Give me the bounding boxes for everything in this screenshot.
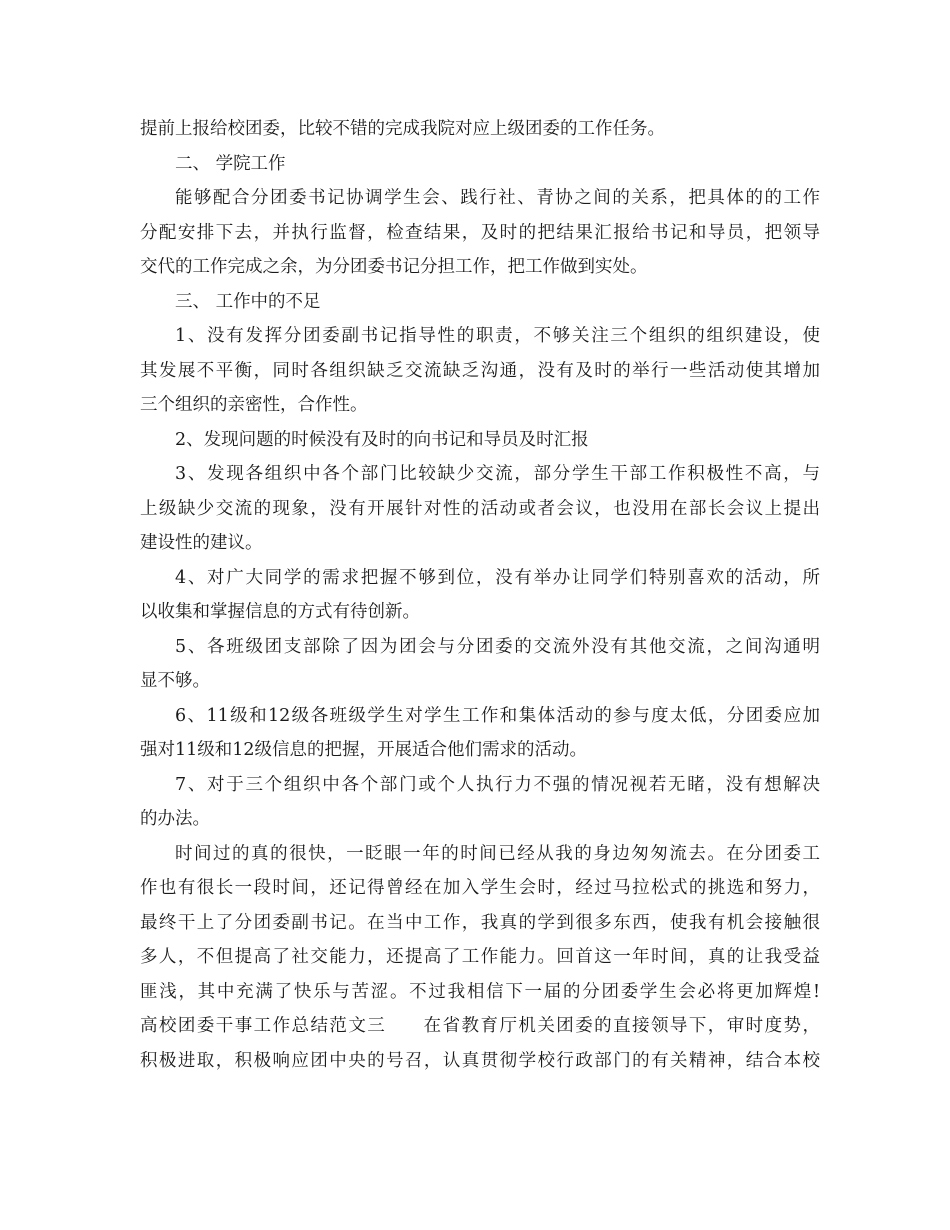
paragraph-line: 作也有很长一段时间，还记得曾经在加入学生会时，经过马拉松式的挑选和努力， <box>140 878 820 898</box>
paragraph-line: 能够配合分团委书记协调学生会、践行社、青协之间的关系，把具体的的工作 <box>175 188 820 208</box>
paragraph-line: 二、 学院工作 <box>175 153 286 174</box>
document-body <box>140 112 820 1078</box>
paragraph-line: 1、没有发挥分团委副书记指导性的职责，不够关注三个组织的组织建设，使 <box>175 326 820 346</box>
paragraph-line: 三个组织的亲密性，合作性。 <box>140 395 368 415</box>
paragraph-line: 6、11级和12级各班级学生对学生工作和集体活动的参与度太低，分团委应加 <box>175 705 820 726</box>
paragraph-line: 4、对广大同学的需求把握不够到位，没有举办让同学们特别喜欢的活动，所 <box>175 567 820 588</box>
heading-line <box>140 1009 820 1044</box>
paragraph-line: 匪浅，其中充满了快乐与苦涩。不过我相信下一届的分团委学生会必将更加辉煌! <box>140 981 820 1002</box>
paragraph-line: 5、各班级团支部除了因为团会与分团委的交流外没有其他交流，之间沟通明 <box>175 636 820 657</box>
paragraph-line: 其发展不平衡，同时各组织缺乏交流缺乏沟通，没有及时的举行一些活动使其增加 <box>140 360 820 381</box>
paragraph-line: 三、 工作中的不足 <box>175 291 321 312</box>
heading-line-rest: 在省教育厅机关团委的直接领导下，审时度势， <box>422 1016 820 1036</box>
paragraph-line: 的办法。 <box>140 809 210 829</box>
paragraph-line: 交代的工作完成之余，为分团委书记分担工作，把工作做到实处。 <box>140 257 648 277</box>
paragraph-line: 以收集和掌握信息的方式有待创新。 <box>140 602 420 622</box>
paragraph-line: 提前上报给校团委，比较不错的完成我院对应上级团委的工作任务。 <box>140 119 665 139</box>
paragraph-line: 多人，不但提高了社交能力，还提高了工作能力。回首这一年时间，真的让我受益 <box>140 947 820 967</box>
paragraph-line: 强对11级和12级信息的把握，开展适合他们需求的活动。 <box>140 740 588 760</box>
paragraph-line: 上级缺少交流的现象，没有开展针对性的活动或者会议，也没用在部长会议上提出 <box>140 498 820 519</box>
section-title: 高校团委干事工作总结范文三 <box>140 1016 387 1036</box>
paragraph-line: 最终干上了分团委副书记。在当中工作，我真的学到很多东西，使我有机会接触很 <box>140 912 820 933</box>
paragraph-line: 显不够。 <box>140 671 210 691</box>
paragraph-line: 7、对于三个组织中各个部门或个人执行力不强的情况视若无睹，没有想解决 <box>175 774 820 795</box>
paragraph-line: 时间过的真的很快，一眨眼一年的时间已经从我的身边匆匆流去。在分团委工 <box>175 843 820 864</box>
paragraph-line: 建设性的建议。 <box>140 533 263 553</box>
paragraph-line: 2、发现问题的时候没有及时的向书记和导员及时汇报 <box>175 429 589 450</box>
paragraph-line: 3、发现各组织中各个部门比较缺少交流，部分学生干部工作积极性不高，与 <box>175 464 820 484</box>
paragraph-line: 积极进取，积极响应团中央的号召，认真贯彻学校行政部门的有关精神，结合本校 <box>140 1050 820 1071</box>
paragraph-line: 分配安排下去，并执行监督，检查结果，及时的把结果汇报给书记和导员，把领导 <box>140 222 820 243</box>
